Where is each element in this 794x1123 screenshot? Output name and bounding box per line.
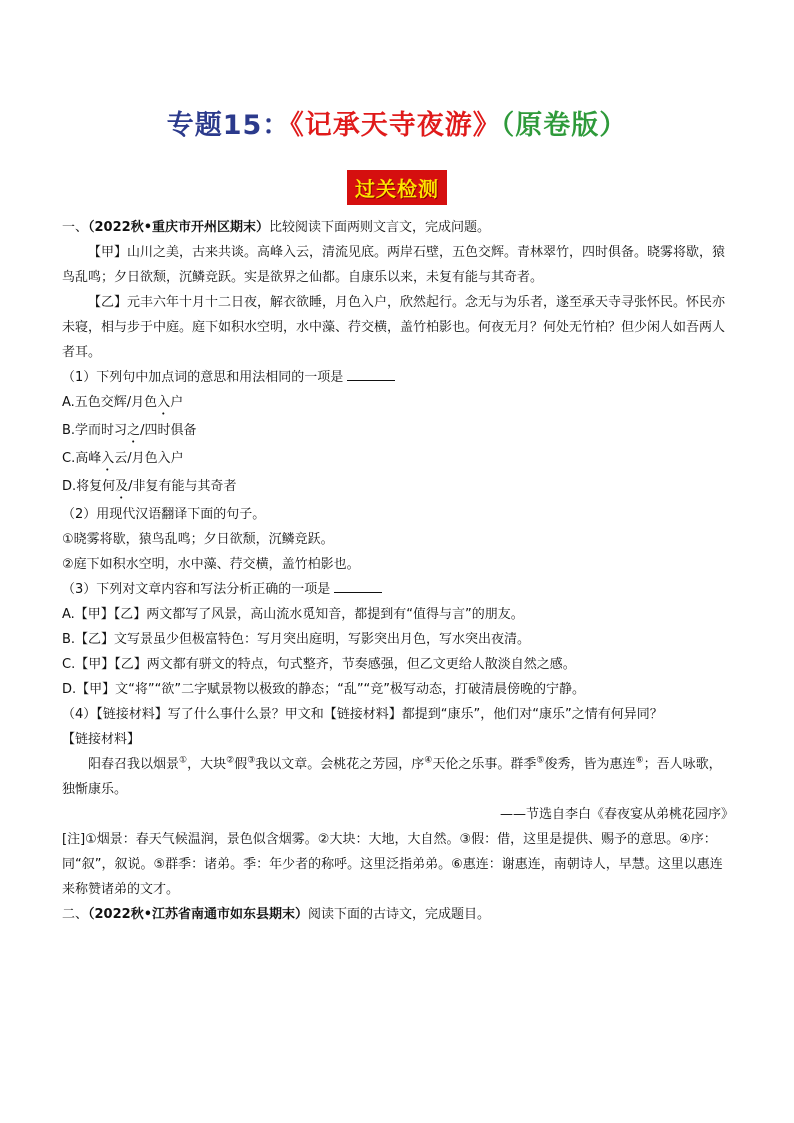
dotted-word: 入 <box>157 395 171 410</box>
passage-yi: 【乙】元丰六年十月十二日夜，解衣欲睡，月色入户，欣然起行。念无与为乐者，遂至承天寺寻张怀民。怀民亦未寝，相与步于中庭。庭下如积水空明，水中藻、荇交横，盖竹柏影也。何夜无月？何处无竹柏？但少闲人如吾两人者耳。 <box>62 295 726 360</box>
subquestion-3-option-d: D.【甲】文“将”“欲”二字赋景物以极致的静态；“乱”“竞”极写动态，打破清晨傍晚的宁静。 <box>62 682 586 697</box>
question-1-heading <box>62 215 734 240</box>
footnote-marker: ⑥ <box>635 755 644 766</box>
subquestion-1-option-d <box>62 474 734 502</box>
question-number: 二、 <box>62 907 89 922</box>
subquestion-1-option-c <box>62 446 734 474</box>
footnote-marker: ② <box>226 755 235 766</box>
subquestion-1-option-a <box>62 390 734 418</box>
question-source: （2022秋•重庆市开州区期末） <box>88 220 270 235</box>
option-text: /四时俱备 <box>140 423 197 438</box>
footnote-marker: ③ <box>247 755 256 766</box>
link-text: 我以文章。会桃花之芳园，序 <box>255 757 425 772</box>
footnote-marker: ④ <box>424 755 433 766</box>
link-material-body <box>62 752 734 802</box>
subquestion-2-item-2: ②庭下如积水空明，水中藻、荇交横，盖竹柏影也。 <box>62 557 360 572</box>
answer-blank <box>347 367 395 381</box>
answer-blank <box>334 579 382 593</box>
dotted-word: 及 <box>115 479 129 494</box>
subquestion-3-option-b: B.【乙】文写景虽少但极富特色：写月突出庭明，写影突出月色，写水突出夜清。 <box>62 632 531 647</box>
link-material-header: 【链接材料】 <box>62 732 141 747</box>
option-text: /非复有能与其奇者 <box>128 479 237 494</box>
option-text: 云/月色入户 <box>114 451 184 466</box>
subquestion-2-stem: （2）用现代汉语翻译下面的句子。 <box>62 507 266 522</box>
subquestion-2-item-1: ①晓雾将歇，猿鸟乱鸣；夕日欲颓，沉鳞竞跃。 <box>62 532 334 547</box>
dotted-word: 入 <box>101 451 115 466</box>
subquestion-3-option-a: A.【甲】【乙】两文都写了风景，高山流水觅知音，都提到有“值得与言”的朋友。 <box>62 607 524 622</box>
section-badge: 过关检测 <box>347 170 447 205</box>
question-2-heading <box>62 902 734 927</box>
document-body <box>62 215 734 927</box>
option-text: B.学而时习 <box>62 423 128 438</box>
question-intro: 阅读下面的古诗文，完成题目。 <box>308 907 491 922</box>
footnotes: [注]①烟景：春天气候温润，景色似含烟雾。②大块：大地，大自然。③假：借，这里是提供、赐予的意思。④序：同“叙”，叙说。⑤群季：诸弟。季：年少者的称呼。这里泛指弟弟。⑥惠连：谢惠连，南朝诗人，早慧。这里以惠连来称赞诸弟的文才。 <box>62 832 723 897</box>
subquestion-3-text: （3）下列对文章内容和写法分析正确的一项是 <box>62 582 331 597</box>
question-intro: 比较阅读下面两则文言文，完成问题。 <box>269 220 491 235</box>
question-source: （2022秋•江苏省南通市如东县期末） <box>88 907 309 922</box>
subquestion-1-option-b <box>62 418 734 446</box>
passage-jia: 【甲】山川之美，古来共谈。高峰入云，清流见底。两岸石壁，五色交辉。青林翠竹，四时俱备。晓雾将歇，猿鸟乱鸣；夕日欲颓，沉鳞竞跃。实是欲界之仙都。自康乐以来，未复有能与其奇者。 <box>62 245 726 285</box>
option-text: A.五色交辉/月色 <box>62 395 158 410</box>
option-text: 户 <box>170 395 184 410</box>
link-text: 假 <box>234 757 248 772</box>
footnote-marker: ① <box>179 755 188 766</box>
subquestion-4-stem: （4）【链接材料】写了什么事什么景？甲文和【链接材料】都提到“康乐”，他们对“康乐”之情有何异同？ <box>62 707 663 722</box>
link-material-attribution: ——节选自李白《春夜宴从弟桃花园序》 <box>499 807 734 822</box>
link-text: ；吾人咏歌，独惭康乐。 <box>62 757 722 797</box>
title-book: 《记承天寺夜游》 <box>290 110 501 141</box>
link-text: 俊秀，皆为惠连 <box>544 757 636 772</box>
title-prefix: 专题15： <box>166 110 291 141</box>
subquestion-1-stem <box>62 365 734 390</box>
option-text: D.将复何 <box>62 479 116 494</box>
question-number: 一、 <box>62 220 89 235</box>
subquestion-3-stem <box>62 577 734 602</box>
title-suffix: （原卷版） <box>500 110 628 141</box>
subquestion-1-text: （1）下列句中加点词的意思和用法相同的一项是 <box>62 370 344 385</box>
page-title <box>0 103 794 142</box>
link-text: ，大块 <box>187 757 227 772</box>
dotted-word: 之 <box>127 423 141 438</box>
option-text: C.高峰 <box>62 451 102 466</box>
link-text: 天伦之乐事。群季 <box>432 757 537 772</box>
link-text: 阳春召我以烟景 <box>88 757 180 772</box>
subquestion-3-option-c: C.【甲】【乙】两文都有骈文的特点，句式整齐，节奏感强，但乙文更给人散淡自然之感。 <box>62 657 576 672</box>
footnote-marker: ⑤ <box>536 755 545 766</box>
section-badge-wrap <box>0 170 794 205</box>
